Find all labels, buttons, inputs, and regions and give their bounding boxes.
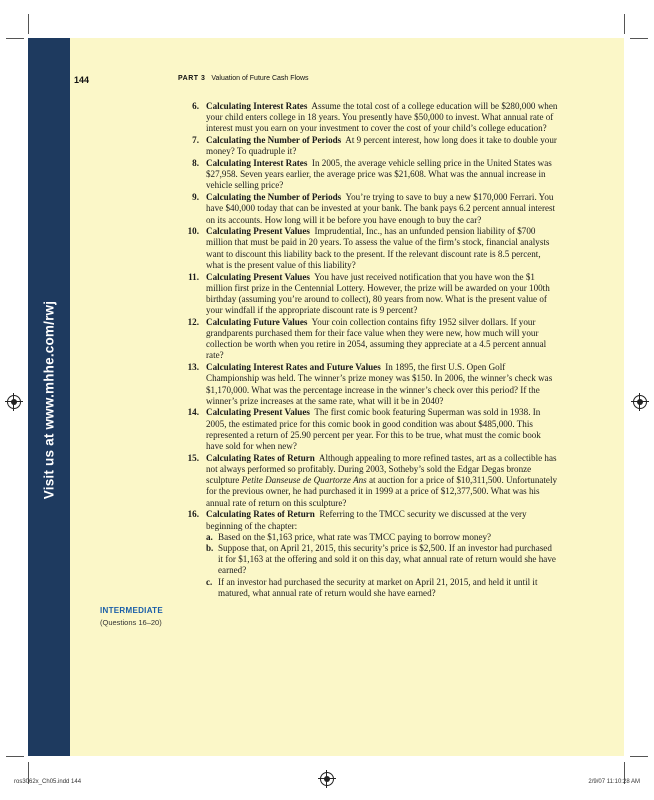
problem-text: The first comic book featuring Superman was sold in 1938. In 2005, the estimated price for this comic book in good condition was about $485,000. This represented a return of 25.90 percent per year. For this to be true, what must the comic book have sold for when new? <box>206 407 541 452</box>
running-head <box>178 75 309 82</box>
page-number: 144 <box>74 75 90 85</box>
registration-mark-icon <box>320 772 334 786</box>
problem-number: 10. <box>187 226 199 237</box>
problem-text: At 9 percent interest, how long does it take to double your money? To quadruple it? <box>206 135 557 157</box>
problem-text: Although appealing to more refined tastes, art as a collectible has not always performed so profitably. During 2003, Sotheby’s sold the Edgar Degas bronze sculpture <box>206 452 557 486</box>
problem-number: 14. <box>187 407 199 418</box>
level-questions: (Questions 16–20) <box>100 618 162 627</box>
problem-number: 13. <box>187 362 199 373</box>
problem-item <box>174 509 558 599</box>
problem-item <box>174 135 558 157</box>
problem-item <box>174 101 558 135</box>
subpart-text: Based on the $1,163 price, what rate was TMCC paying to borrow money? <box>218 531 492 542</box>
problem-number: 12. <box>187 316 199 327</box>
subpart-label: a. <box>206 531 213 542</box>
problem-title: Calculating Present Values <box>206 407 310 418</box>
part-label: PART 3 <box>178 75 206 82</box>
sculpture-title: Petite Danseuse de Quartorze Ans <box>241 475 367 486</box>
problem-number: 8. <box>192 158 199 169</box>
problem-item <box>174 226 558 271</box>
problem-item <box>174 192 558 226</box>
problem-title: Calculating Present Values <box>206 271 310 282</box>
level-label <box>100 606 163 627</box>
problem-item <box>174 362 558 407</box>
problem-number: 7. <box>192 135 199 146</box>
problem-title: Calculating Interest Rates <box>206 158 308 169</box>
problem-subpart <box>206 543 558 577</box>
crop-mark <box>28 14 29 34</box>
problem-text: In 2005, the average vehicle selling price in the United States was $27,958. Seven years earlier, the average price was $21,608. What was the annual increase in vehicle selling price? <box>206 158 552 191</box>
crop-mark <box>630 38 648 39</box>
problem-text: Referring to the TMCC security we discussed at the very beginning of the chapter: <box>206 509 527 531</box>
problem-number: 11. <box>188 271 199 282</box>
problem-item <box>174 272 558 317</box>
problem-title: Calculating Future Values <box>206 316 308 327</box>
problem-subpart <box>206 532 558 543</box>
problem-text: In 1895, the first U.S. Open Golf Championship was held. The winner’s prize money was $150. In 2006, the winner’s check was $1,170,000. What was the percentage increase in the winner’s check over this period? If the winner’s prize increases at the same rate, what will it be in 2040? <box>206 362 553 406</box>
problem-text: You have just received notification that you have won the $1 million first prize in the Centennial Lottery. However, the prize will be awarded on your 100th birthday (assuming you’re around to collect), 80 years from now. What is the present value of your windfall if the appropriate discount rate is 9 percent? <box>206 271 550 316</box>
subpart-label: c. <box>206 576 213 587</box>
slug-file: ros3062x_Ch05.indd 144 <box>14 779 82 785</box>
slug-date: 2/9/07 11:10:28 AM <box>588 779 640 785</box>
problem-title: Calculating Interest Rates and Future Values <box>206 362 381 373</box>
problem-title: Calculating Present Values <box>206 226 310 237</box>
problem-item <box>174 407 558 452</box>
problem-item <box>174 317 558 362</box>
crop-mark <box>6 38 24 39</box>
problem-title: Calculating the Number of Periods <box>206 135 342 146</box>
crop-mark <box>630 756 648 757</box>
problem-title: Calculating Interest Rates <box>206 101 308 111</box>
registration-mark-icon <box>7 395 21 409</box>
subpart-label: b. <box>206 542 214 553</box>
subpart-text: Suppose that, on April 21, 2015, this security’s price is $2,500. If an investor had purchased it for $1,163 at the offering and sold it on this day, what annual rate of return would she have earned? <box>218 542 556 576</box>
problem-number: 6. <box>192 101 199 111</box>
problem-title: Calculating Rates of Return <box>206 452 315 463</box>
problem-text: Assume the total cost of a college education will be $280,000 when your child enters college in 18 years. You presently have $50,000 to invest. What annual rate of interest must you earn on your investment to cover the cost of your child’s college education? <box>206 101 558 134</box>
problem-number: 9. <box>192 192 199 203</box>
problem-text: at auction for a price of $10,311,500. Unfortunately for the previous owner, he had purchased it in 1999 at a price of $12,377,500. What was his annual rate of return on this sculpture? <box>206 475 558 508</box>
problem-list <box>174 101 558 599</box>
problem-text: You’re trying to save to buy a new $170,000 Ferrari. You have $40,000 today that can be invested at your bank. The bank pays 6.2 percent annual interest on its accounts. How long will it be before you have enough to buy the car? <box>206 192 556 225</box>
problem-text: Imprudential, Inc., has an unfunded pension liability of $700 million that must be paid in 20 years. To assess the value of the firm’s stock, financial analysts want to discount this liability back to the present. If the relevant discount rate is 8.5 percent, what is the present value of this liability? <box>206 226 550 270</box>
problem-item <box>174 453 558 509</box>
registration-mark-icon <box>633 395 647 409</box>
sidebar-url: Visit us at www.mhhe.com/rwj <box>41 300 57 500</box>
subpart-text: If an investor had purchased the security at market on April 21, 2015, and held it until it matured, what annual rate of return would she have earned? <box>218 576 538 598</box>
problem-number: 16. <box>187 509 199 520</box>
crop-mark <box>624 14 625 34</box>
problem-item <box>174 158 558 192</box>
crop-mark <box>6 756 24 757</box>
problem-subpart <box>206 577 558 599</box>
problem-title: Calculating Rates of Return <box>206 509 315 520</box>
problem-title: Calculating the Number of Periods <box>206 192 342 203</box>
problem-text: Your coin collection contains fifty 1952 silver dollars. If your grandparents purchased them for their face value when they were new, how much will your collection be worth when you retire in 2054, assuming they appreciate at a 4.5 percent annual rate? <box>206 316 547 361</box>
level-title: INTERMEDIATE <box>100 606 164 615</box>
section-title: Valuation of Future Cash Flows <box>211 75 309 82</box>
problem-number: 15. <box>187 452 199 463</box>
